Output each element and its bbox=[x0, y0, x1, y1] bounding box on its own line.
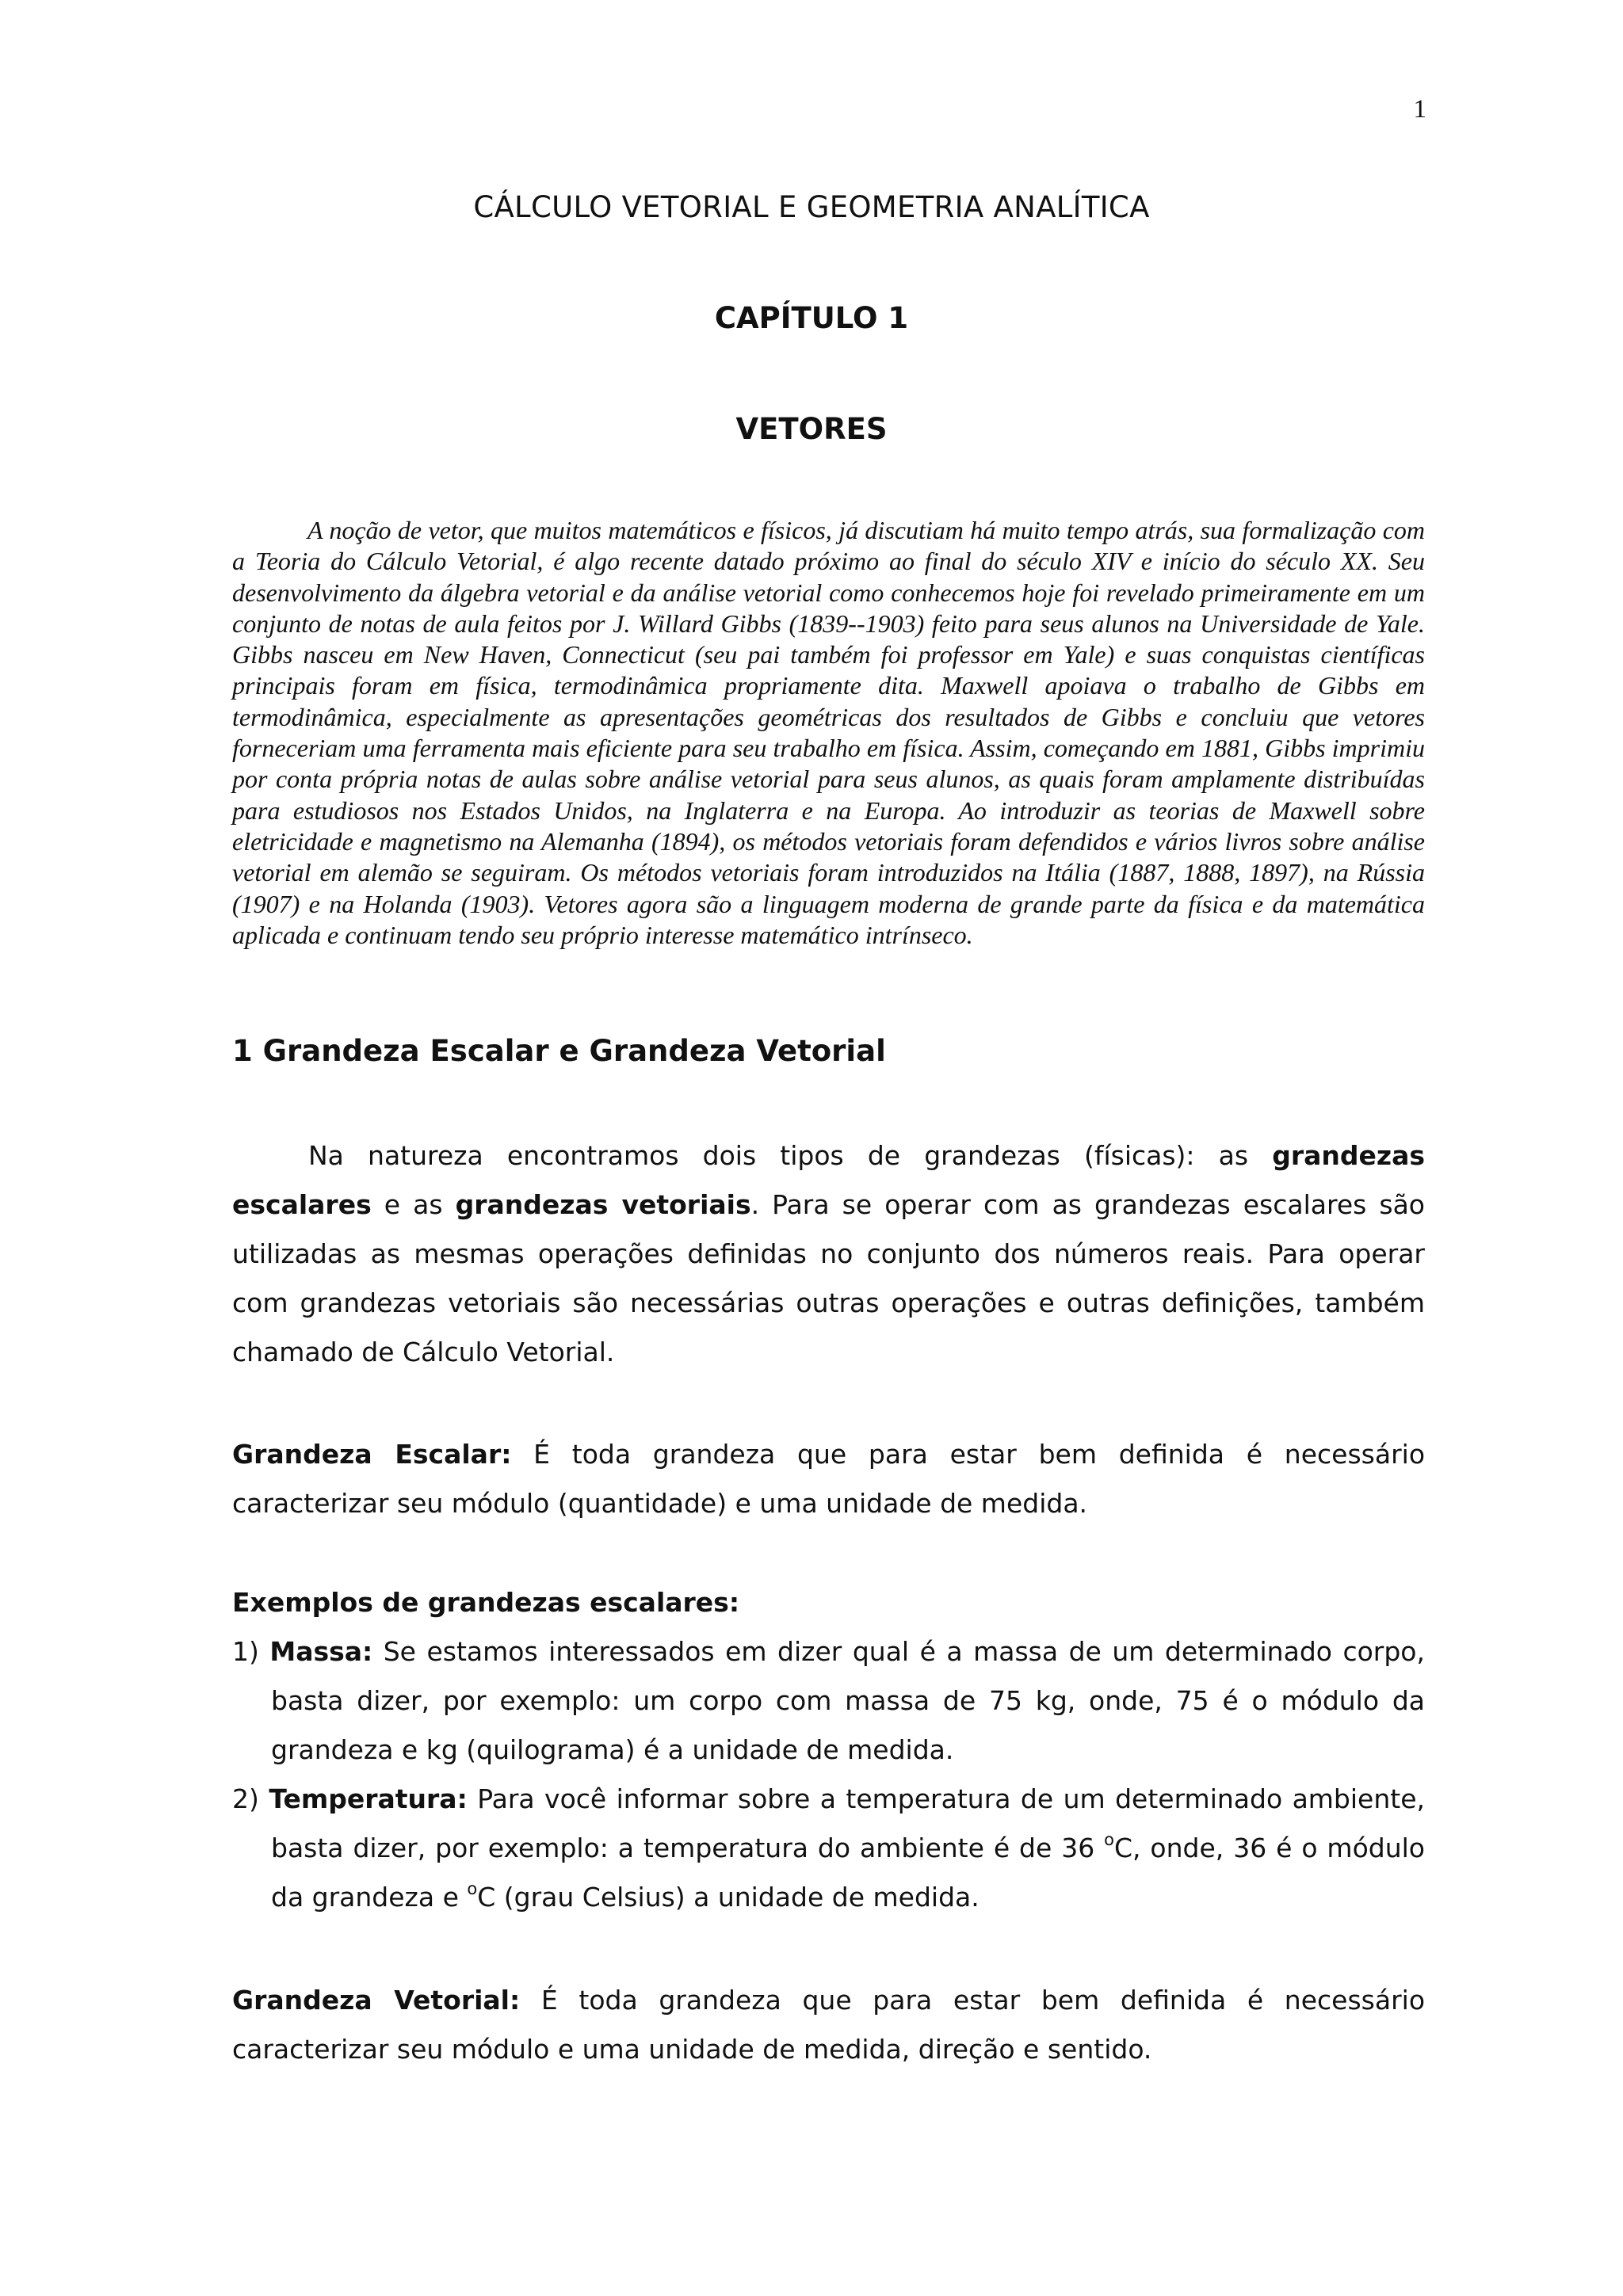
definition-vector bbox=[232, 1976, 1425, 2074]
chapter-heading: CAPÍTULO 1 bbox=[714, 301, 909, 335]
examples-heading-text: Exemplos de grandezas escalares: bbox=[232, 1587, 740, 1618]
paragraph-text: . Para se operar com as grandezas escalares são utilizadas as mesmas operações definidas no conjunto dos números reais. Para operar com grandezas vetoriais são necessárias outras operações e outras definições, também chamado de Cálculo Vetorial. bbox=[232, 1189, 1425, 1367]
definition-term: Grandeza Vetorial: bbox=[232, 1985, 521, 2016]
section-heading: 1 Grandeza Escalar e Grandeza Vetorial bbox=[232, 1034, 886, 1068]
example-text: Para você informar sobre a temperatura de um determinado ambiente, basta dizer, por exemplo: a temperatura do ambiente é de 36 bbox=[271, 1783, 1425, 1863]
example-text: Se estamos interessados em dizer qual é a massa de um determinado corpo, basta dizer, por exemplo: um corpo com massa de 75 kg, onde, 75 é o módulo da grandeza e kg (quilograma) é a unidade de medida. bbox=[271, 1636, 1425, 1765]
list-item bbox=[232, 1627, 1425, 1775]
example-text: C (grau Celsius) a unidade de medida. bbox=[477, 1882, 980, 1913]
example-term: Temperatura: bbox=[269, 1783, 468, 1814]
paragraph-text: e as bbox=[371, 1189, 456, 1220]
list-number: 1) bbox=[232, 1636, 259, 1667]
example-term: Massa: bbox=[269, 1636, 373, 1667]
document-title: CÁLCULO VETORIAL E GEOMETRIA ANALÍTICA bbox=[473, 190, 1150, 224]
chapter-topic: VETORES bbox=[735, 412, 888, 446]
degree-symbol: o bbox=[1104, 1830, 1114, 1849]
definition-term: Grandeza Escalar: bbox=[232, 1439, 512, 1470]
definition-text: É toda grandeza que para estar bem definida é necessário caracterizar seu módulo (quantidade) e uma unidade de medida. bbox=[232, 1439, 1426, 1519]
bold-term-escalares: grandezas escalares bbox=[232, 1140, 1425, 1220]
body-paragraph-grandezas bbox=[232, 1131, 1425, 1377]
definition-text: É toda grandeza que para estar bem definida é necessário caracterizar seu módulo e uma unidade de medida, direção e sentido. bbox=[232, 1985, 1426, 2065]
definition-scalar bbox=[232, 1430, 1425, 1528]
examples-list bbox=[232, 1627, 1425, 1922]
examples-heading bbox=[232, 1578, 1425, 1627]
intro-paragraph: A noção de vetor, que muitos matemáticos e físicos, já discutiam há muito tempo atrás, sua formalização com a Teoria do Cálculo Vetorial, é algo recente datado próximo ao final do século XIV e início do século XX. Seu desenvolvimento da álgebra vetorial e da análise vetorial como conhecemos hoje foi revelado primeiramente em um conjunto de notas de aula feitos por J. Willard Gibbs (1839--1903) feito para seus alunos na Universidade de Yale. Gibbs nasceu em New Haven, Connecticut (seu pai também foi professor em Yale) e suas conquistas científicas principais foram em física, termodinâmica propriamente dita. Maxwell apoiava o trabalho de Gibbs em termodinâmica, especialmente as apresentações geométricas dos resultados de Gibbs e concluiu que vetores forneceriam uma ferramenta mais eficiente para seu trabalho em física. Assim, começando em 1881, Gibbs imprimiu por conta própria notas de aulas sobre análise vetorial para seus alunos, as quais foram amplamente distribuídas para estudiosos nos Estados Unidos, na Inglaterra e na Europa. Ao introduzir as teorias de Maxwell sobre eletricidade e magnetismo na Alemanha (1894), os métodos vetoriais foram defendidos e vários livros sobre análise vetorial em alemão se seguiram. Os métodos vetoriais foram introduzidos na Itália (1887, 1888, 1897), na Rússia (1907) e na Holanda (1903). Vetores agora são a linguagem moderna de grande parte da física e da matemática aplicada e continuam tendo seu próprio interesse matemático intrínseco. bbox=[232, 516, 1425, 949]
page-number: 1 bbox=[1413, 95, 1426, 124]
list-item bbox=[232, 1775, 1425, 1922]
degree-symbol: o bbox=[467, 1879, 478, 1898]
bold-term-vetoriais: grandezas vetoriais bbox=[455, 1189, 751, 1220]
paragraph-text: Na natureza encontramos dois tipos de grandezas (físicas): as bbox=[308, 1140, 1273, 1171]
example-text: C, onde, 36 é o módulo da grandeza e bbox=[271, 1833, 1425, 1913]
list-number: 2) bbox=[232, 1783, 259, 1814]
